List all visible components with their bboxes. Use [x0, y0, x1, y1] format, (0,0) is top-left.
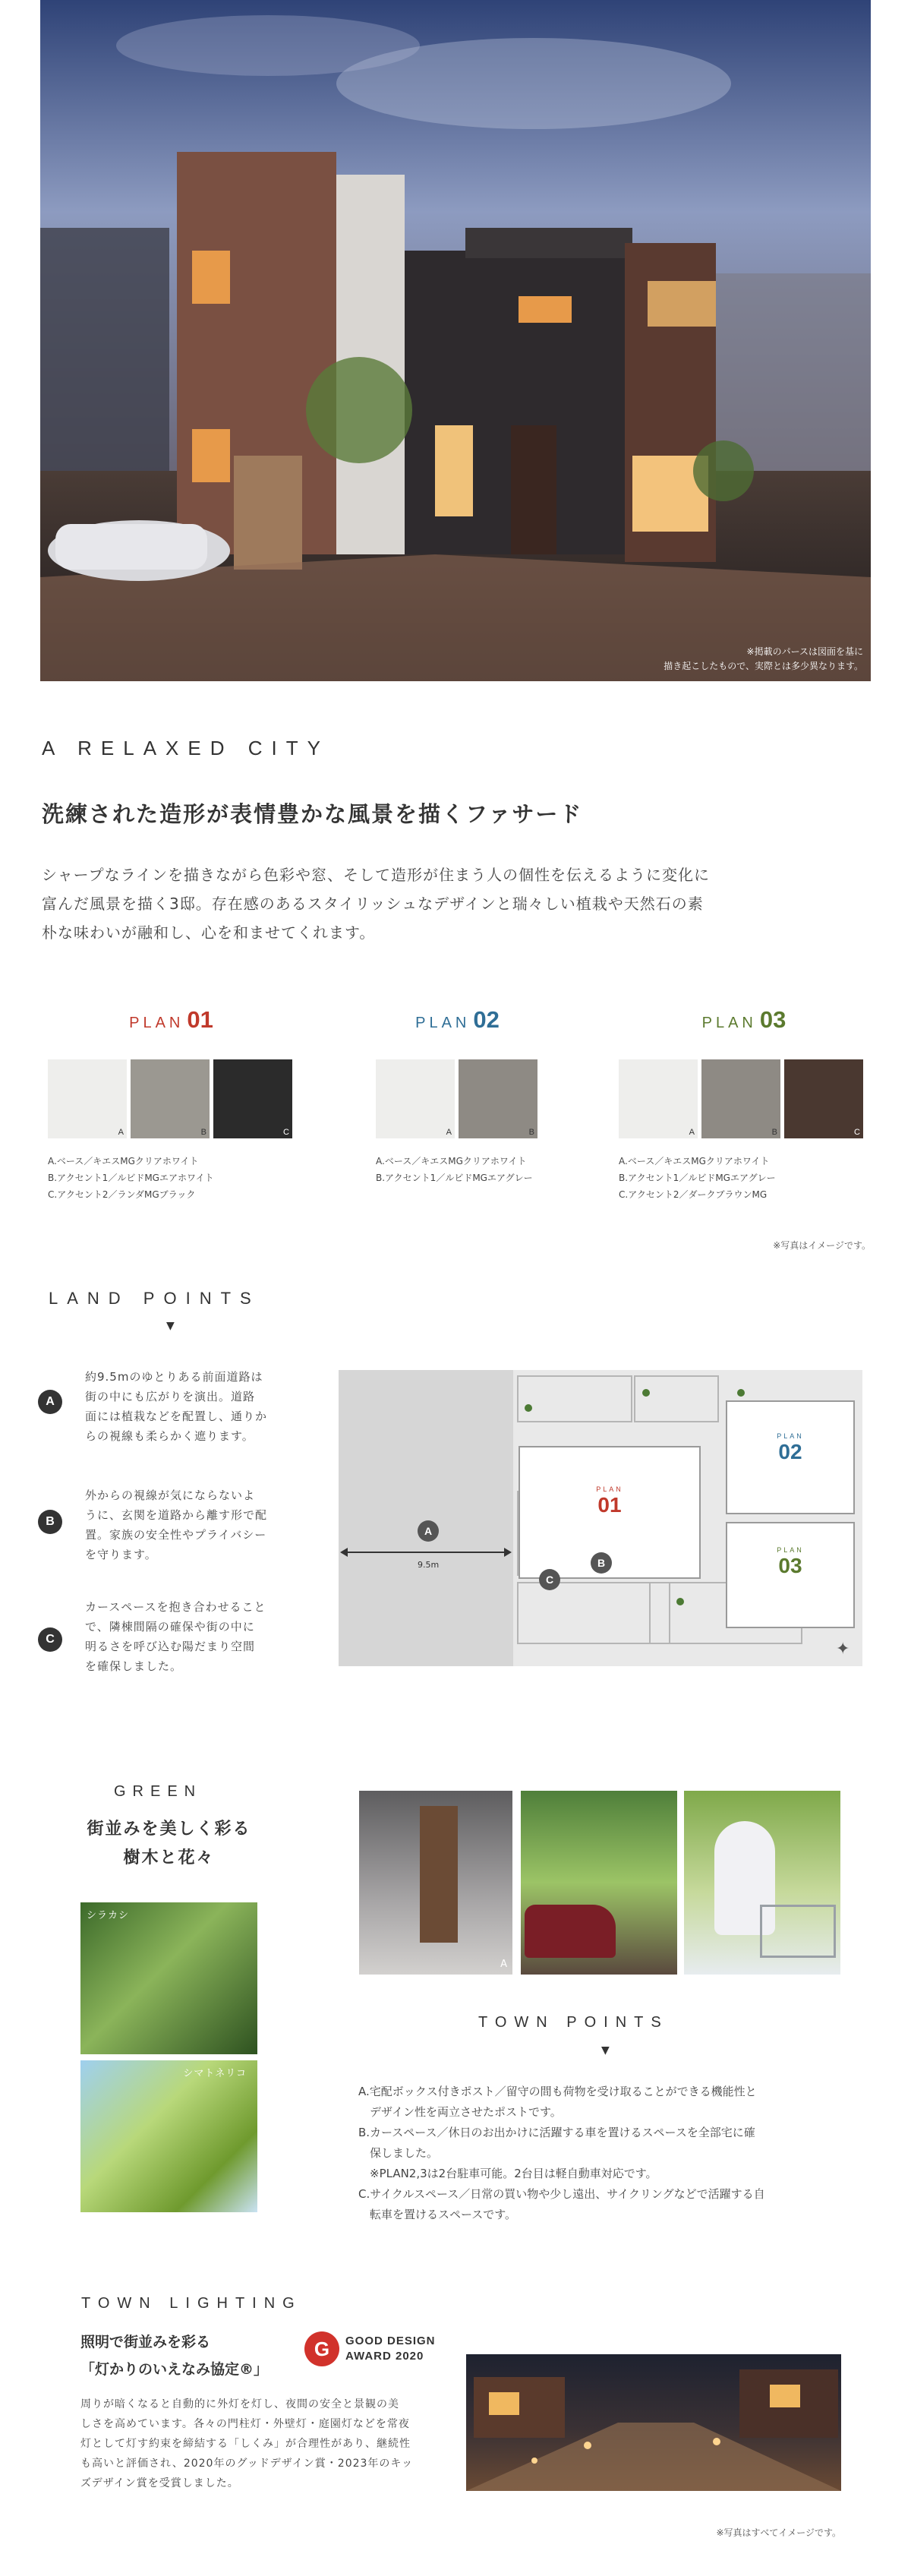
intro-body: [42, 860, 877, 947]
plan-03-swatch-a: [619, 1059, 698, 1138]
swatch-letter: A: [689, 1128, 695, 1137]
lighting-body-line: 灯として灯す約束を締結する「しくみ」が合理性があり、継続性: [80, 2438, 411, 2450]
point-b-text: [85, 1485, 305, 1564]
section-headline: 洗練された造形が表情豊かな風景を描くファサード: [42, 801, 583, 827]
point-line: 街の中にも広がりを演出。道路: [85, 1390, 256, 1403]
hero-note-line2: 描き起こしたもので、実際とは多少異なります。: [664, 661, 863, 671]
plans-note: ※写真はイメージです。: [773, 1240, 871, 1251]
town-point-line: C.サイクルスペース／日常の買い物や少し遠出、サイクリングなどで活躍する自: [358, 2187, 765, 2201]
lot-02-plan-word: PLAN: [777, 1432, 804, 1440]
lot-plan-02: [726, 1400, 855, 1514]
good-design-award-text: [345, 2334, 436, 2364]
plan-03-swatch-b: [701, 1059, 780, 1138]
lot-03-plan-word: PLAN: [777, 1546, 804, 1554]
section-kicker: A RELAXED CITY: [42, 737, 329, 759]
town-photo-a-letter: A: [500, 1959, 508, 1970]
lighting-body-line: しさを高めています。各々の門柱灯・外壁灯・庭園灯などを常夜: [80, 2418, 410, 2430]
point-a-text: [85, 1367, 305, 1446]
green-photo2-label: シマトネリコ: [183, 2068, 247, 2079]
green-heading-line1: 街並みを美しく彩る: [87, 1820, 251, 1839]
green-photo1-label: シラカシ: [87, 1910, 130, 1921]
award-line1: GOOD DESIGN: [345, 2334, 436, 2347]
lighting-body-line: ズデザイン賞を受賞しました。: [80, 2477, 239, 2489]
swatch-letter: B: [200, 1128, 206, 1137]
point-line: 外からの視線が気にならないよ: [85, 1488, 256, 1502]
town-point-line: 転車を置けるスペースです。: [358, 2208, 517, 2221]
car-shape: [525, 1905, 616, 1958]
land-points-arrow: ▼: [166, 1320, 175, 1332]
plan-01-swatch-c: [213, 1059, 292, 1138]
lot-03-number: 03: [778, 1554, 802, 1577]
intro-line-3: 朴な味わいが融和し、心を和ませてくれます。: [42, 923, 376, 942]
hero-note: [664, 645, 863, 674]
point-c-badge: C: [38, 1627, 62, 1652]
plan-01: [48, 1006, 295, 1200]
bike-basket-shape: [760, 1905, 836, 1958]
green-title: GREEN: [114, 1783, 203, 1800]
swatch-letter: B: [771, 1128, 777, 1137]
town-photo-car: [521, 1791, 677, 1975]
plan-03-number: 03: [759, 1006, 786, 1033]
point-c-text: [85, 1597, 305, 1676]
plan-list-item: A.ベース／キエスMGクリアホワイト: [376, 1156, 527, 1166]
plan-list-item: B.アクセント1／ルビドMGエアホワイト: [48, 1173, 214, 1183]
plan-02-list: [376, 1153, 619, 1186]
lighting-note: ※写真はすべてイメージです。: [716, 2527, 841, 2538]
award-line2: AWARD 2020: [345, 2350, 424, 2363]
lot-03-label: [727, 1546, 853, 1578]
swatch-letter: A: [446, 1128, 452, 1137]
lot-01-number: 01: [597, 1493, 622, 1517]
site-map: [339, 1370, 885, 1674]
lighting-body-line: 周りが暗くなると自動的に外灯を灯し、夜間の安全と景観の美: [80, 2398, 399, 2410]
town-point-line: ※PLAN2,3は2台駐車可能。2台目は軽自動車対応です。: [358, 2167, 657, 2180]
lighting-heading: [80, 2328, 268, 2383]
plan-03-prefix: PLAN: [701, 1015, 757, 1031]
point-line: カースペースを抱き合わせること: [85, 1600, 266, 1614]
intro-line-1: シャープなラインを描きながら色彩や窓、そして造形が住まう人の個性を伝えるように変化に: [42, 866, 710, 884]
plan-list-item: B.アクセント1／ルビドMGエアグレー: [619, 1173, 776, 1183]
compass-icon: ✦: [836, 1640, 850, 1659]
land-points-title: LAND POINTS: [49, 1289, 260, 1308]
town-point-line: 保しました。: [358, 2146, 439, 2160]
intro-line-2: 富んだ風景を描く3邸。存在感のあるスタイリッシュなデザインと瑞々しい植栽や天然石の素: [42, 895, 704, 913]
lighting-heading-line2: 「灯かりのいえなみ協定®」: [80, 2361, 269, 2378]
town-points-arrow: ▼: [601, 2044, 610, 2057]
point-a-badge: A: [38, 1390, 62, 1414]
plan-01-swatch-a: [48, 1059, 127, 1138]
green-heading-line2: 樹木と花々: [123, 1848, 215, 1867]
point-line: らの視線も柔らかく遮ります。: [85, 1429, 254, 1443]
hero-image: [40, 0, 871, 681]
swatch-letter: B: [528, 1128, 534, 1137]
plan-03-list: [619, 1153, 869, 1203]
map-badge-b: B: [591, 1552, 612, 1574]
town-points-title: TOWN POINTS: [478, 2014, 669, 2031]
plan-list-item: C.アクセント2／ダークブラウンMG: [619, 1189, 768, 1200]
plan-list-item: A.ベース／キエスMGクリアホワイト: [619, 1156, 770, 1166]
town-point-line: デザイン性を両立させたポストです。: [358, 2105, 562, 2119]
point-line: 約9.5mのゆとりある前面道路は: [85, 1370, 263, 1384]
point-line: 面には植栽などを配置し、通りか: [85, 1410, 268, 1423]
lot-01-label: [520, 1485, 699, 1517]
plan-01-list: [48, 1153, 298, 1203]
green-photo-shimatoneriko: [80, 2060, 257, 2212]
lot-plan-03: [726, 1522, 855, 1628]
plan-03-swatch-c: [784, 1059, 863, 1138]
town-points-list: [358, 2082, 844, 2225]
point-b-badge: B: [38, 1510, 62, 1534]
swatch-letter: A: [118, 1128, 124, 1137]
town-point-line: B.カースペース／休日のお出かけに活躍する車を置けるスペースを全部宅に確: [358, 2126, 755, 2139]
plan-list-item: B.アクセント1／ルビドMGエアグレー: [376, 1173, 533, 1183]
town-photo-post: [359, 1791, 512, 1975]
green-heading: [76, 1815, 262, 1873]
map-badge-c: C: [539, 1569, 560, 1590]
lot-02-number: 02: [778, 1440, 802, 1463]
lighting-body: [80, 2394, 452, 2493]
lighting-heading-line1: 照明で街並みを彩る: [80, 2334, 211, 2350]
lighting-title: TOWN LIGHTING: [81, 2295, 302, 2312]
town-point-line: A.宅配ボックス付きポスト／留守の間も荷物を受け取ることができる機能性と: [358, 2085, 757, 2098]
point-line: を確保しました。: [85, 1659, 183, 1673]
plan-02-title: [376, 1006, 539, 1034]
lot-02-label: [727, 1432, 853, 1464]
lighting-body-line: も高いと評価され、2020年のグッドデザイン賞・2023年のキッ: [80, 2458, 414, 2470]
green-photo-shirakashi: [80, 1902, 257, 2054]
post-box-shape: [420, 1806, 458, 1943]
lighting-photo: [466, 2354, 841, 2491]
point-line: 明るさを呼び込む陽だまり空間: [85, 1640, 256, 1653]
plan-01-title: [48, 1006, 295, 1034]
lot-01-plan-word: PLAN: [596, 1485, 623, 1493]
town-photo-bicycle: [684, 1791, 840, 1975]
plan-03: [619, 1006, 869, 1200]
swatch-letter: C: [283, 1128, 289, 1137]
plan-02-swatch-a: [376, 1059, 455, 1138]
plan-01-number: 01: [187, 1006, 213, 1033]
map-badge-a: A: [418, 1520, 439, 1542]
point-line: 置。家族の安全性やプライバシー: [85, 1528, 267, 1542]
good-design-award-icon: G: [304, 2331, 339, 2366]
plan-list-item: C.アクセント2／ランダMGブラック: [48, 1189, 196, 1200]
plan-03-title: [619, 1006, 869, 1034]
point-line: うに、玄関を道路から離す形で配: [85, 1508, 268, 1522]
plan-02-number: 02: [473, 1006, 500, 1033]
point-line: を守ります。: [85, 1548, 157, 1561]
plan-01-swatch-b: [131, 1059, 210, 1138]
plan-list-item: A.ベース／キエスMGクリアホワイト: [48, 1156, 199, 1166]
plan-02-swatch-b: [459, 1059, 537, 1138]
hero-note-line1: ※掲載のパースは図面を基に: [746, 646, 863, 657]
point-line: で、隣棟間隔の確保や街の中に: [85, 1620, 255, 1634]
road-width-label: 9.5m: [418, 1560, 440, 1570]
plan-01-prefix: PLAN: [129, 1015, 184, 1031]
swatch-letter: C: [854, 1128, 860, 1137]
plan-02-prefix: PLAN: [415, 1015, 471, 1031]
